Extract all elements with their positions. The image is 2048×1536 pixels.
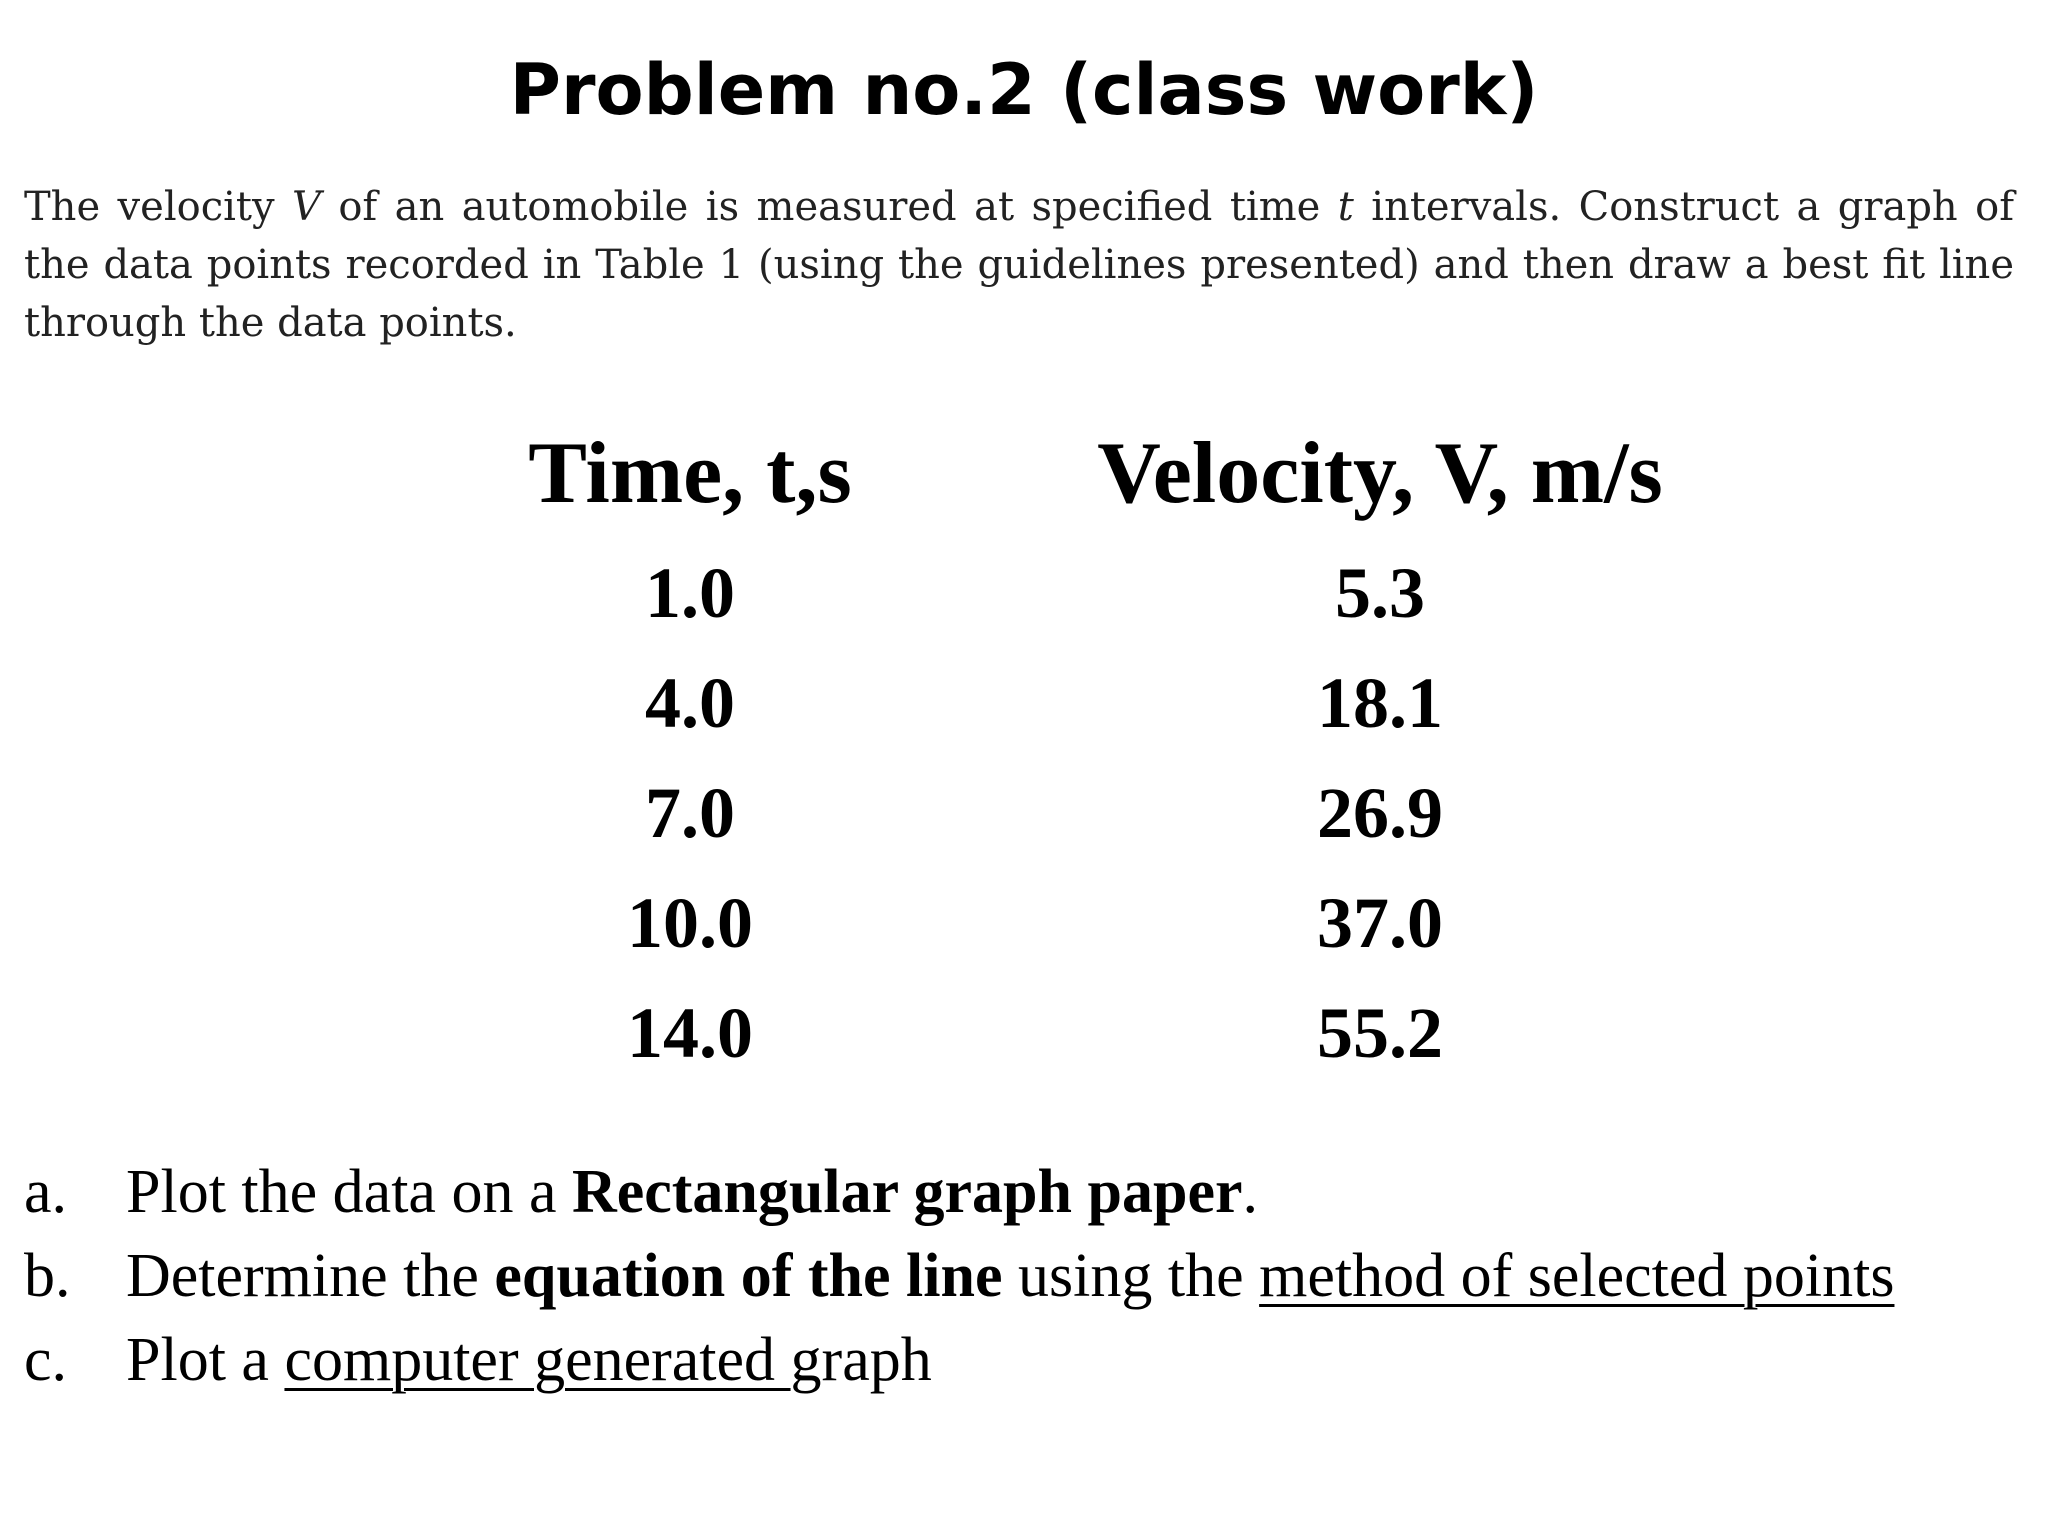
task-b-underlined: method of selected points bbox=[1259, 1242, 1895, 1310]
intro-text-3: intervals. Construct a graph of the data points recorded in Table 1 (using the guidelines presented) and then draw a best fit line through the data points. bbox=[24, 184, 2015, 346]
task-a-text-2: . bbox=[1242, 1158, 1258, 1226]
task-b-text-1: Determine the bbox=[126, 1242, 495, 1310]
task-list bbox=[20, 1150, 2030, 1402]
problem-statement bbox=[24, 178, 2014, 352]
task-a-emphasis: Rectangular graph paper bbox=[571, 1158, 1243, 1226]
table-cell-velocity: 37.0 bbox=[1317, 883, 1443, 963]
task-c-text-1: Plot a bbox=[126, 1326, 285, 1394]
task-marker: a. bbox=[24, 1158, 68, 1226]
page-title: Problem no.2 (class work) bbox=[509, 49, 1539, 131]
table-cell-time: 10.0 bbox=[627, 883, 753, 963]
task-a bbox=[20, 1150, 2030, 1234]
task-marker: c. bbox=[24, 1326, 68, 1394]
intro-text-1: The velocity bbox=[24, 184, 292, 230]
table-cell-velocity: 55.2 bbox=[1317, 993, 1443, 1073]
task-b bbox=[20, 1234, 2030, 1318]
table-cell-velocity: 5.3 bbox=[1335, 553, 1425, 633]
task-a-text-1: Plot the data on a bbox=[126, 1158, 572, 1226]
task-marker: b. bbox=[24, 1242, 71, 1310]
table-cell-time: 7.0 bbox=[645, 773, 735, 853]
table-cell-velocity: 26.9 bbox=[1317, 773, 1443, 853]
table-cell-time: 1.0 bbox=[645, 553, 735, 633]
task-b-emphasis: equation of the line bbox=[494, 1242, 1003, 1310]
velocity-symbol: V bbox=[292, 184, 321, 230]
table-header-time: Time, t,s bbox=[528, 425, 852, 522]
table-cell-time: 4.0 bbox=[645, 663, 735, 743]
table-cell-time: 14.0 bbox=[627, 993, 753, 1073]
time-symbol: t bbox=[1337, 184, 1354, 230]
task-b-text-2: using the bbox=[1002, 1242, 1260, 1310]
task-c-underlined: computer generated bbox=[284, 1326, 791, 1394]
intro-text-2: of an automobile is measured at specified time bbox=[320, 184, 1338, 230]
task-c bbox=[20, 1318, 2030, 1402]
task-c-text-2: graph bbox=[790, 1326, 932, 1394]
table-cell-velocity: 18.1 bbox=[1317, 663, 1443, 743]
table-header-velocity: Velocity, V, m/s bbox=[1097, 425, 1663, 522]
